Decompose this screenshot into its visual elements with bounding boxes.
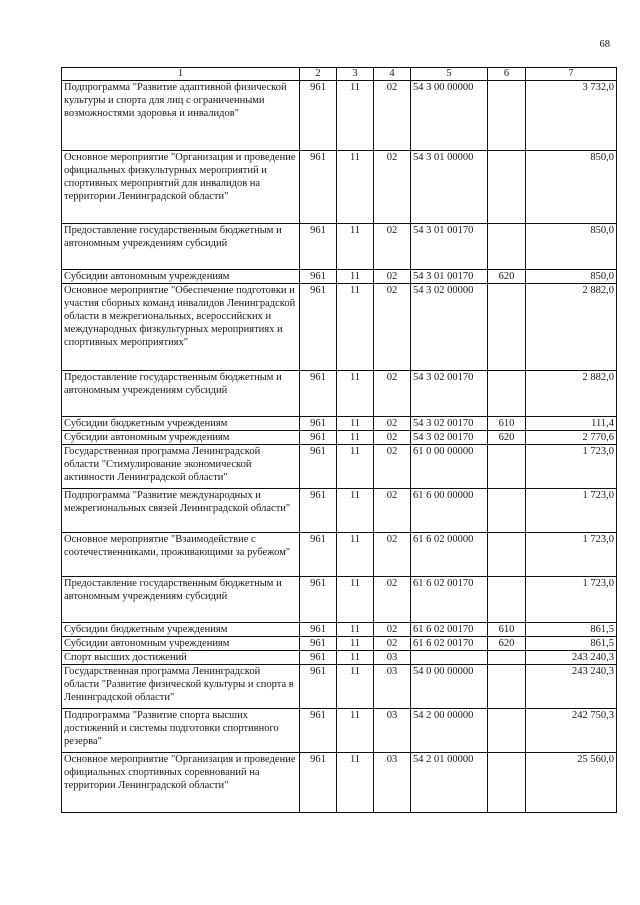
item-name: Подпрограмма "Развитие международных и межрегиональных связей Ленинградской области" — [62, 489, 300, 533]
amount: 850,0 — [526, 224, 617, 270]
item-name: Подпрограмма "Развитие спорта высших достижений и системы подготовки спортивного резерва" — [62, 709, 300, 753]
item-name: Предоставление государственным бюджетным и автономным учреждениям субсидий — [62, 224, 300, 270]
item-name: Предоставление государственным бюджетным и автономным учреждениям субсидий — [62, 577, 300, 623]
section-code: 11 — [337, 533, 374, 577]
target-article-code: 54 3 02 00000 — [411, 284, 488, 371]
expense-type-code — [488, 224, 526, 270]
amount: 861,5 — [526, 637, 617, 651]
subsection-code: 02 — [374, 577, 411, 623]
amount: 2 882,0 — [526, 371, 617, 417]
item-name: Подпрограмма "Развитие адаптивной физической культуры и спорта для лиц с ограниченными возможностями здоровья и инвалидов" — [62, 81, 300, 151]
table-row — [62, 489, 617, 533]
target-article-code: 54 3 02 00170 — [411, 431, 488, 445]
amount: 1 723,0 — [526, 489, 617, 533]
column-header: 4 — [374, 68, 411, 81]
table-row — [62, 224, 617, 270]
ministry-code: 961 — [300, 284, 337, 371]
ministry-code: 961 — [300, 753, 337, 813]
amount: 1 723,0 — [526, 577, 617, 623]
table-row — [62, 651, 617, 665]
target-article-code: 54 2 01 00000 — [411, 753, 488, 813]
ministry-code: 961 — [300, 709, 337, 753]
expense-type-code — [488, 651, 526, 665]
item-name: Государственная программа Ленинградской области "Развитие физической культуры и спорта в Ленинградской области" — [62, 665, 300, 709]
expense-type-code — [488, 753, 526, 813]
subsection-code: 02 — [374, 224, 411, 270]
subsection-code: 02 — [374, 445, 411, 489]
ministry-code: 961 — [300, 270, 337, 284]
ministry-code: 961 — [300, 431, 337, 445]
item-name: Основное мероприятие "Взаимодействие с соотечественниками, проживающими за рубежом" — [62, 533, 300, 577]
ministry-code: 961 — [300, 81, 337, 151]
subsection-code: 03 — [374, 665, 411, 709]
section-code: 11 — [337, 417, 374, 431]
section-code: 11 — [337, 371, 374, 417]
ministry-code: 961 — [300, 445, 337, 489]
section-code: 11 — [337, 284, 374, 371]
ministry-code: 961 — [300, 665, 337, 709]
table-row — [62, 431, 617, 445]
expense-type-code — [488, 533, 526, 577]
table-row — [62, 709, 617, 753]
table-row — [62, 665, 617, 709]
amount: 2 882,0 — [526, 284, 617, 371]
ministry-code: 961 — [300, 489, 337, 533]
expense-type-code — [488, 709, 526, 753]
section-code: 11 — [337, 665, 374, 709]
table-row — [62, 81, 617, 151]
column-header: 7 — [526, 68, 617, 81]
section-code: 11 — [337, 753, 374, 813]
ministry-code: 961 — [300, 224, 337, 270]
column-header: 3 — [337, 68, 374, 81]
amount: 3 732,0 — [526, 81, 617, 151]
subsection-code: 03 — [374, 651, 411, 665]
item-name: Спорт высших достижений — [62, 651, 300, 665]
table-row — [62, 284, 617, 371]
item-name: Субсидии бюджетным учреждениям — [62, 623, 300, 637]
expense-type-code — [488, 577, 526, 623]
subsection-code: 02 — [374, 637, 411, 651]
expense-type-code — [488, 489, 526, 533]
column-header: 5 — [411, 68, 488, 81]
amount: 243 240,3 — [526, 665, 617, 709]
expense-type-code: 610 — [488, 417, 526, 431]
subsection-code: 02 — [374, 431, 411, 445]
section-code: 11 — [337, 623, 374, 637]
target-article-code: 54 2 00 00000 — [411, 709, 488, 753]
expense-type-code — [488, 371, 526, 417]
column-header: 1 — [62, 68, 300, 81]
target-article-code: 61 6 02 00170 — [411, 623, 488, 637]
section-code: 11 — [337, 637, 374, 651]
target-article-code: 61 0 00 00000 — [411, 445, 488, 489]
target-article-code: 54 3 01 00000 — [411, 151, 488, 224]
amount: 1 723,0 — [526, 445, 617, 489]
target-article-code: 54 3 01 00170 — [411, 270, 488, 284]
amount: 243 240,3 — [526, 651, 617, 665]
subsection-code: 02 — [374, 371, 411, 417]
ministry-code: 961 — [300, 623, 337, 637]
item-name: Государственная программа Ленинградской области "Стимулирование экономической активности Ленинградской области" — [62, 445, 300, 489]
subsection-code: 03 — [374, 709, 411, 753]
table-row — [62, 270, 617, 284]
target-article-code: 54 3 00 00000 — [411, 81, 488, 151]
item-name: Основное мероприятие "Организация и проведение официальных спортивных соревнований на территории Ленинградской области" — [62, 753, 300, 813]
expense-type-code: 620 — [488, 431, 526, 445]
section-code: 11 — [337, 577, 374, 623]
amount: 111,4 — [526, 417, 617, 431]
target-article-code: 54 3 01 00170 — [411, 224, 488, 270]
item-name: Предоставление государственным бюджетным и автономным учреждениям субсидий — [62, 371, 300, 417]
table-row — [62, 151, 617, 224]
section-code: 11 — [337, 270, 374, 284]
table-row — [62, 623, 617, 637]
subsection-code: 02 — [374, 623, 411, 637]
section-code: 11 — [337, 709, 374, 753]
table-row — [62, 577, 617, 623]
target-article-code: 61 6 02 00170 — [411, 637, 488, 651]
amount: 25 560,0 — [526, 753, 617, 813]
amount: 861,5 — [526, 623, 617, 637]
ministry-code: 961 — [300, 151, 337, 224]
target-article-code: 61 6 02 00170 — [411, 577, 488, 623]
expense-type-code: 620 — [488, 637, 526, 651]
expense-type-code — [488, 151, 526, 224]
subsection-code: 02 — [374, 284, 411, 371]
target-article-code: 61 6 00 00000 — [411, 489, 488, 533]
item-name: Основное мероприятие "Обеспечение подготовки и участия сборных команд инвалидов Ленинградской области в межрегиональных, всероссийских и международных физкультурных мероприятиях и спортивных мероприятиях" — [62, 284, 300, 371]
section-code: 11 — [337, 151, 374, 224]
section-code: 11 — [337, 224, 374, 270]
amount: 242 750,3 — [526, 709, 617, 753]
target-article-code: 54 3 02 00170 — [411, 417, 488, 431]
table-row — [62, 445, 617, 489]
expense-type-code — [488, 81, 526, 151]
item-name: Субсидии автономным учреждениям — [62, 270, 300, 284]
amount: 850,0 — [526, 151, 617, 224]
amount: 2 770,6 — [526, 431, 617, 445]
item-name: Субсидии автономным учреждениям — [62, 431, 300, 445]
subsection-code: 02 — [374, 417, 411, 431]
section-code: 11 — [337, 489, 374, 533]
table-row — [62, 637, 617, 651]
item-name: Субсидии автономным учреждениям — [62, 637, 300, 651]
subsection-code: 02 — [374, 270, 411, 284]
expense-type-code — [488, 445, 526, 489]
column-header: 2 — [300, 68, 337, 81]
ministry-code: 961 — [300, 371, 337, 417]
amount: 850,0 — [526, 270, 617, 284]
section-code: 11 — [337, 651, 374, 665]
subsection-code: 02 — [374, 151, 411, 224]
table-row — [62, 371, 617, 417]
ministry-code: 961 — [300, 651, 337, 665]
subsection-code: 02 — [374, 489, 411, 533]
subsection-code: 02 — [374, 81, 411, 151]
expense-type-code: 610 — [488, 623, 526, 637]
budget-table — [61, 67, 617, 813]
ministry-code: 961 — [300, 637, 337, 651]
target-article-code: 54 0 00 00000 — [411, 665, 488, 709]
item-name: Основное мероприятие "Организация и проведение официальных физкультурных мероприятий и спортивных мероприятий для инвалидов на территории Ленинградской области" — [62, 151, 300, 224]
expense-type-code — [488, 665, 526, 709]
ministry-code: 961 — [300, 417, 337, 431]
column-header: 6 — [488, 68, 526, 81]
ministry-code: 961 — [300, 533, 337, 577]
header-row — [62, 68, 617, 81]
target-article-code: 61 6 02 00000 — [411, 533, 488, 577]
page-number: 68 — [599, 39, 610, 50]
table-row — [62, 533, 617, 577]
section-code: 11 — [337, 445, 374, 489]
amount: 1 723,0 — [526, 533, 617, 577]
subsection-code: 03 — [374, 753, 411, 813]
ministry-code: 961 — [300, 577, 337, 623]
expense-type-code — [488, 284, 526, 371]
table-row — [62, 417, 617, 431]
table-row — [62, 753, 617, 813]
item-name: Субсидии бюджетным учреждениям — [62, 417, 300, 431]
section-code: 11 — [337, 81, 374, 151]
target-article-code — [411, 651, 488, 665]
expense-type-code: 620 — [488, 270, 526, 284]
target-article-code: 54 3 02 00170 — [411, 371, 488, 417]
section-code: 11 — [337, 431, 374, 445]
subsection-code: 02 — [374, 533, 411, 577]
